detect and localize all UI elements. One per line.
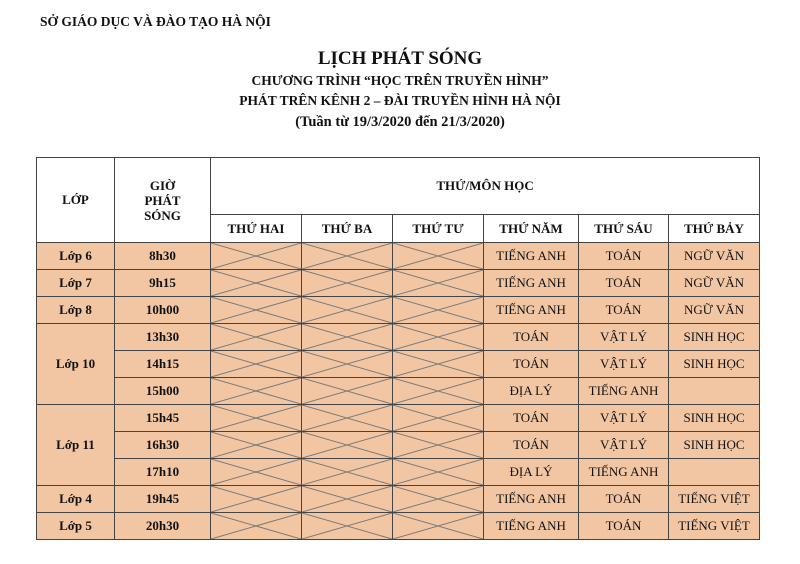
cross-mark-icon (393, 378, 483, 404)
empty-slot-cell (393, 513, 484, 540)
header-day-fri: THỨ SÁU (579, 215, 669, 243)
cross-mark-icon (393, 486, 483, 512)
empty-slot-cell (393, 351, 484, 378)
department-name: SỞ GIÁO DỤC VÀ ĐÀO TẠO HÀ NỘI (40, 14, 271, 29)
cross-mark-icon (211, 432, 301, 458)
air-time-cell: 20h30 (115, 513, 211, 540)
subject-sat-cell: SINH HỌC (669, 324, 760, 351)
cross-mark-icon (302, 270, 392, 296)
page-title: LỊCH PHÁT SÓNG (317, 48, 483, 69)
cross-mark-icon (211, 297, 301, 323)
empty-slot-cell (211, 324, 302, 351)
table-row (37, 324, 760, 351)
empty-slot-cell (302, 270, 393, 297)
cross-mark-icon (393, 324, 483, 350)
table-row (37, 486, 760, 513)
week-range: (Tuần từ 19/3/2020 đến 21/3/2020) (295, 114, 505, 130)
cross-mark-icon (211, 243, 301, 269)
empty-slot-cell (393, 378, 484, 405)
program-subtitle: CHƯƠNG TRÌNH “HỌC TRÊN TRUYỀN HÌNH” (251, 73, 549, 88)
empty-slot-cell (211, 351, 302, 378)
header-air-time-label: GIỜ PHÁT SÓNG (144, 177, 181, 223)
cross-mark-icon (302, 351, 392, 377)
subject-fri-cell: VẬT LÝ (579, 351, 669, 378)
cross-mark-icon (302, 297, 392, 323)
empty-slot-cell (393, 297, 484, 324)
cross-mark-icon (211, 351, 301, 377)
subject-sat-cell: SINH HỌC (669, 432, 760, 459)
class-cell: Lớp 10 (37, 324, 115, 405)
class-cell: Lớp 4 (37, 486, 115, 513)
table-row (37, 513, 760, 540)
channel-subtitle: PHÁT TRÊN KÊNH 2 – ĐÀI TRUYỀN HÌNH HÀ NỘI (239, 93, 561, 108)
header-day-tue: THỨ BA (302, 215, 393, 243)
cross-mark-icon (302, 486, 392, 512)
empty-slot-cell (302, 459, 393, 486)
empty-slot-cell (393, 459, 484, 486)
cross-mark-icon (302, 459, 392, 485)
cross-mark-icon (302, 324, 392, 350)
header-day-sat: THỨ BẢY (669, 215, 760, 243)
subject-thu-cell: TIẾNG ANH (484, 270, 579, 297)
subject-fri-cell: TIẾNG ANH (579, 378, 669, 405)
air-time-cell: 10h00 (115, 297, 211, 324)
subject-thu-cell: TOÁN (484, 405, 579, 432)
class-cell: Lớp 11 (37, 405, 115, 486)
cross-mark-icon (393, 459, 483, 485)
empty-slot-cell (302, 513, 393, 540)
empty-slot-cell (302, 405, 393, 432)
empty-slot-cell (211, 270, 302, 297)
header-air-time (115, 158, 211, 243)
empty-slot-cell (302, 378, 393, 405)
class-cell: Lớp 6 (37, 243, 115, 270)
subject-fri-cell: VẬT LÝ (579, 405, 669, 432)
cross-mark-icon (211, 378, 301, 404)
cross-mark-icon (393, 297, 483, 323)
empty-slot-cell (393, 405, 484, 432)
empty-slot-cell (302, 432, 393, 459)
subject-thu-cell: TOÁN (484, 351, 579, 378)
class-cell: Lớp 7 (37, 270, 115, 297)
air-time-cell: 9h15 (115, 270, 211, 297)
table-row (37, 270, 760, 297)
empty-slot-cell (302, 243, 393, 270)
cross-mark-icon (302, 405, 392, 431)
air-time-cell: 14h15 (115, 351, 211, 378)
table-row (37, 351, 760, 378)
cross-mark-icon (211, 459, 301, 485)
subject-fri-cell: TIẾNG ANH (579, 459, 669, 486)
header-day-subject: THỨ/MÔN HỌC (211, 158, 760, 215)
table-row (37, 297, 760, 324)
cross-mark-icon (211, 270, 301, 296)
cross-mark-icon (211, 324, 301, 350)
subject-sat-cell (669, 459, 760, 486)
empty-slot-cell (393, 243, 484, 270)
cross-mark-icon (393, 432, 483, 458)
subject-fri-cell: VẬT LÝ (579, 324, 669, 351)
subject-thu-cell: TIẾNG ANH (484, 486, 579, 513)
empty-slot-cell (302, 351, 393, 378)
subject-sat-cell: SINH HỌC (669, 351, 760, 378)
table-row (37, 432, 760, 459)
subject-thu-cell: ĐỊA LÝ (484, 459, 579, 486)
cross-mark-icon (211, 486, 301, 512)
empty-slot-cell (302, 324, 393, 351)
class-cell: Lớp 8 (37, 297, 115, 324)
empty-slot-cell (211, 432, 302, 459)
air-time-cell: 15h45 (115, 405, 211, 432)
empty-slot-cell (211, 513, 302, 540)
empty-slot-cell (211, 378, 302, 405)
subject-fri-cell: TOÁN (579, 297, 669, 324)
subject-thu-cell: TIẾNG ANH (484, 243, 579, 270)
subject-thu-cell: TIẾNG ANH (484, 513, 579, 540)
subject-sat-cell: NGỮ VĂN (669, 270, 760, 297)
table-row (37, 378, 760, 405)
subject-fri-cell: TOÁN (579, 243, 669, 270)
cross-mark-icon (393, 513, 483, 539)
subject-sat-cell: NGỮ VĂN (669, 243, 760, 270)
cross-mark-icon (211, 513, 301, 539)
air-time-cell: 17h10 (115, 459, 211, 486)
empty-slot-cell (211, 243, 302, 270)
table-row (37, 459, 760, 486)
subject-sat-cell: SINH HỌC (669, 405, 760, 432)
subject-fri-cell: TOÁN (579, 486, 669, 513)
subject-thu-cell: ĐỊA LÝ (484, 378, 579, 405)
air-time-cell: 15h00 (115, 378, 211, 405)
subject-fri-cell: TOÁN (579, 270, 669, 297)
subject-fri-cell: VẬT LÝ (579, 432, 669, 459)
cross-mark-icon (393, 243, 483, 269)
header-day-wed: THỨ TƯ (393, 215, 484, 243)
empty-slot-cell (211, 405, 302, 432)
empty-slot-cell (393, 486, 484, 513)
table-row (37, 243, 760, 270)
cross-mark-icon (393, 405, 483, 431)
header-class: LỚP (37, 158, 115, 243)
air-time-cell: 16h30 (115, 432, 211, 459)
air-time-cell: 13h30 (115, 324, 211, 351)
subject-sat-cell: TIẾNG VIỆT (669, 486, 760, 513)
cross-mark-icon (302, 432, 392, 458)
header-day-mon: THỨ HAI (211, 215, 302, 243)
empty-slot-cell (393, 432, 484, 459)
cross-mark-icon (302, 243, 392, 269)
cross-mark-icon (302, 378, 392, 404)
subject-fri-cell: TOÁN (579, 513, 669, 540)
subject-thu-cell: TOÁN (484, 432, 579, 459)
empty-slot-cell (393, 324, 484, 351)
table-row (37, 405, 760, 432)
subject-thu-cell: TOÁN (484, 324, 579, 351)
cross-mark-icon (211, 405, 301, 431)
empty-slot-cell (302, 297, 393, 324)
empty-slot-cell (211, 459, 302, 486)
air-time-cell: 19h45 (115, 486, 211, 513)
header-day-thu: THỨ NĂM (484, 215, 579, 243)
subject-sat-cell (669, 378, 760, 405)
empty-slot-cell (211, 297, 302, 324)
class-cell: Lớp 5 (37, 513, 115, 540)
empty-slot-cell (393, 270, 484, 297)
subject-sat-cell: TIẾNG VIỆT (669, 513, 760, 540)
subject-sat-cell: NGỮ VĂN (669, 297, 760, 324)
cross-mark-icon (393, 351, 483, 377)
empty-slot-cell (211, 486, 302, 513)
cross-mark-icon (302, 513, 392, 539)
schedule-table (36, 157, 760, 540)
cross-mark-icon (393, 270, 483, 296)
subject-thu-cell: TIẾNG ANH (484, 297, 579, 324)
air-time-cell: 8h30 (115, 243, 211, 270)
empty-slot-cell (302, 486, 393, 513)
